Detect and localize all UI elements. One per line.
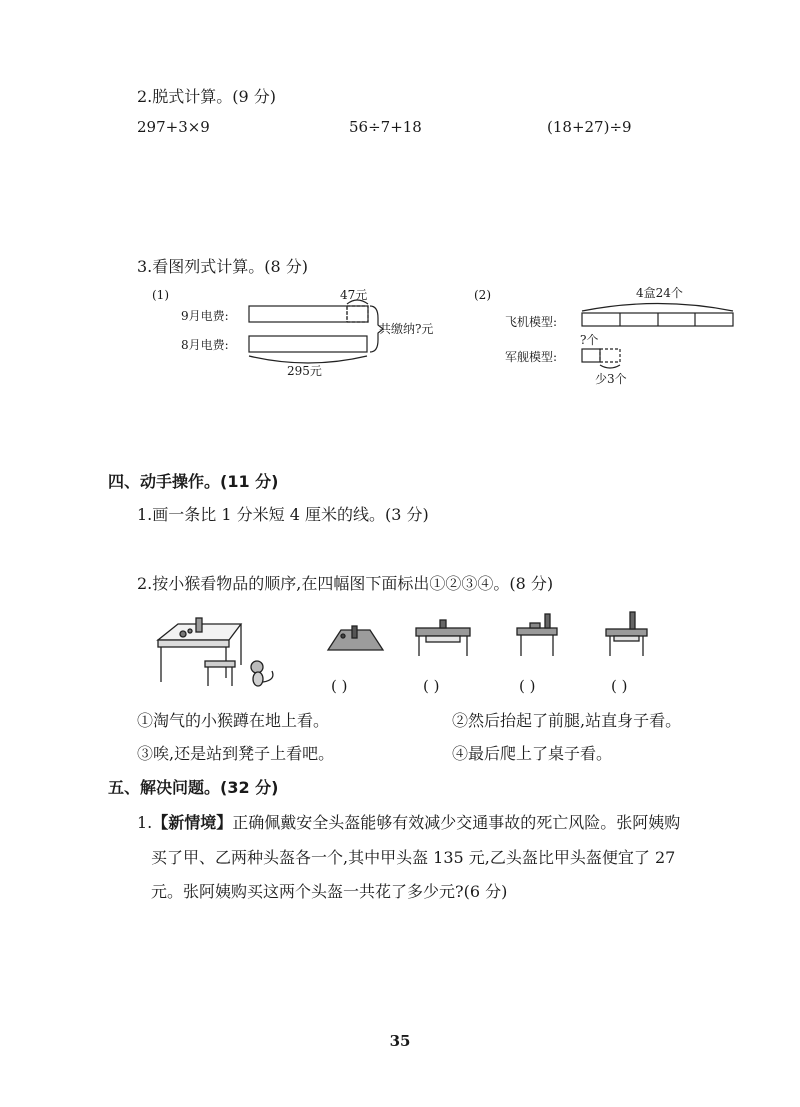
option-1: ①淘气的小猴蹲在地上看。 bbox=[137, 711, 330, 730]
expression-2: 56÷7+18 bbox=[349, 118, 422, 136]
fig2-top-brace bbox=[582, 304, 733, 312]
expression-3: (18+27)÷9 bbox=[547, 118, 632, 136]
part4-q1: 1.画一条比 1 分米短 4 厘米的线。(3 分) bbox=[137, 505, 429, 524]
problem-1-text-1: 正确佩戴安全头盔能够有效减少交通事故的死亡风险。张阿姨购 bbox=[232, 813, 681, 832]
fig1-top-brace bbox=[347, 300, 368, 304]
fig2-bar-diagram bbox=[582, 304, 733, 369]
problem-number: 1. bbox=[137, 813, 153, 832]
view-picture-1 bbox=[328, 626, 383, 650]
section2-title: 2.脱式计算。(9 分) bbox=[137, 87, 277, 106]
fig2-top-value: 4盒24个 bbox=[636, 286, 683, 300]
fig1-dashed-extension bbox=[347, 306, 368, 322]
fig2-label: (2) bbox=[474, 288, 491, 302]
view-picture-4 bbox=[606, 612, 647, 656]
part4-q2: 2.按小猴看物品的顺序,在四幅图下面标出①②③④。(8 分) bbox=[137, 574, 554, 593]
problem-1-line-3: 元。张阿姨购买这两个头盔一共花了多少元?(6 分) bbox=[151, 882, 508, 901]
fig2-question: ?个 bbox=[580, 333, 599, 347]
monkey-table-picture bbox=[158, 618, 273, 686]
answer-blank-1[interactable]: ( ) bbox=[331, 677, 348, 695]
fig2-less: 少3个 bbox=[595, 372, 627, 386]
option-4: ④最后爬上了桌子看。 bbox=[452, 744, 613, 763]
fig1-bottom-brace bbox=[249, 356, 367, 363]
page-number: 35 bbox=[389, 1032, 411, 1050]
fig1-bottom-value: 295元 bbox=[287, 364, 322, 378]
section3-title: 3.看图列式计算。(8 分) bbox=[137, 257, 309, 276]
fig1-side-brace bbox=[370, 306, 383, 352]
option-3: ③唉,还是站到凳子上看吧。 bbox=[137, 744, 335, 763]
option-2: ②然后抬起了前腿,站直身子看。 bbox=[452, 711, 682, 730]
expression-1: 297+3×9 bbox=[137, 118, 210, 136]
fig1-row2-label: 8月电费: bbox=[181, 338, 229, 352]
view-picture-3 bbox=[517, 614, 557, 656]
fig2-row1-label: 飞机模型: bbox=[505, 315, 558, 329]
problem-1-line-1 bbox=[137, 810, 680, 833]
view-picture-2 bbox=[416, 620, 470, 656]
answer-blank-4[interactable]: ( ) bbox=[611, 677, 628, 695]
fig1-bar-sep bbox=[249, 306, 368, 322]
problem-1-line-2: 买了甲、乙两种头盔各一个,其中甲头盔 135 元,乙头盔比甲头盔便宜了 27 bbox=[151, 848, 676, 867]
part4-title: 四、动手操作。(11 分) bbox=[108, 472, 279, 491]
fig2-ship-bar bbox=[582, 349, 600, 362]
answer-blank-3[interactable]: ( ) bbox=[519, 677, 536, 695]
part5-title: 五、解决问题。(32 分) bbox=[108, 778, 279, 797]
fig2-bottom-brace bbox=[600, 365, 620, 368]
fig1-bar-diagram bbox=[249, 300, 383, 363]
fig1-row1-label: 9月电费: bbox=[181, 309, 229, 323]
fig1-top-value: 47元 bbox=[340, 288, 368, 302]
fig1-total-label: 共缴纳?元 bbox=[379, 322, 434, 336]
fig2-ship-dashed bbox=[600, 349, 620, 362]
fig1-label: (1) bbox=[152, 288, 169, 302]
new-situation-tag: 【新情境】 bbox=[152, 813, 233, 832]
fig1-bar-aug bbox=[249, 336, 367, 352]
answer-blank-2[interactable]: ( ) bbox=[423, 677, 440, 695]
fig2-row2-label: 军舰模型: bbox=[505, 350, 558, 364]
